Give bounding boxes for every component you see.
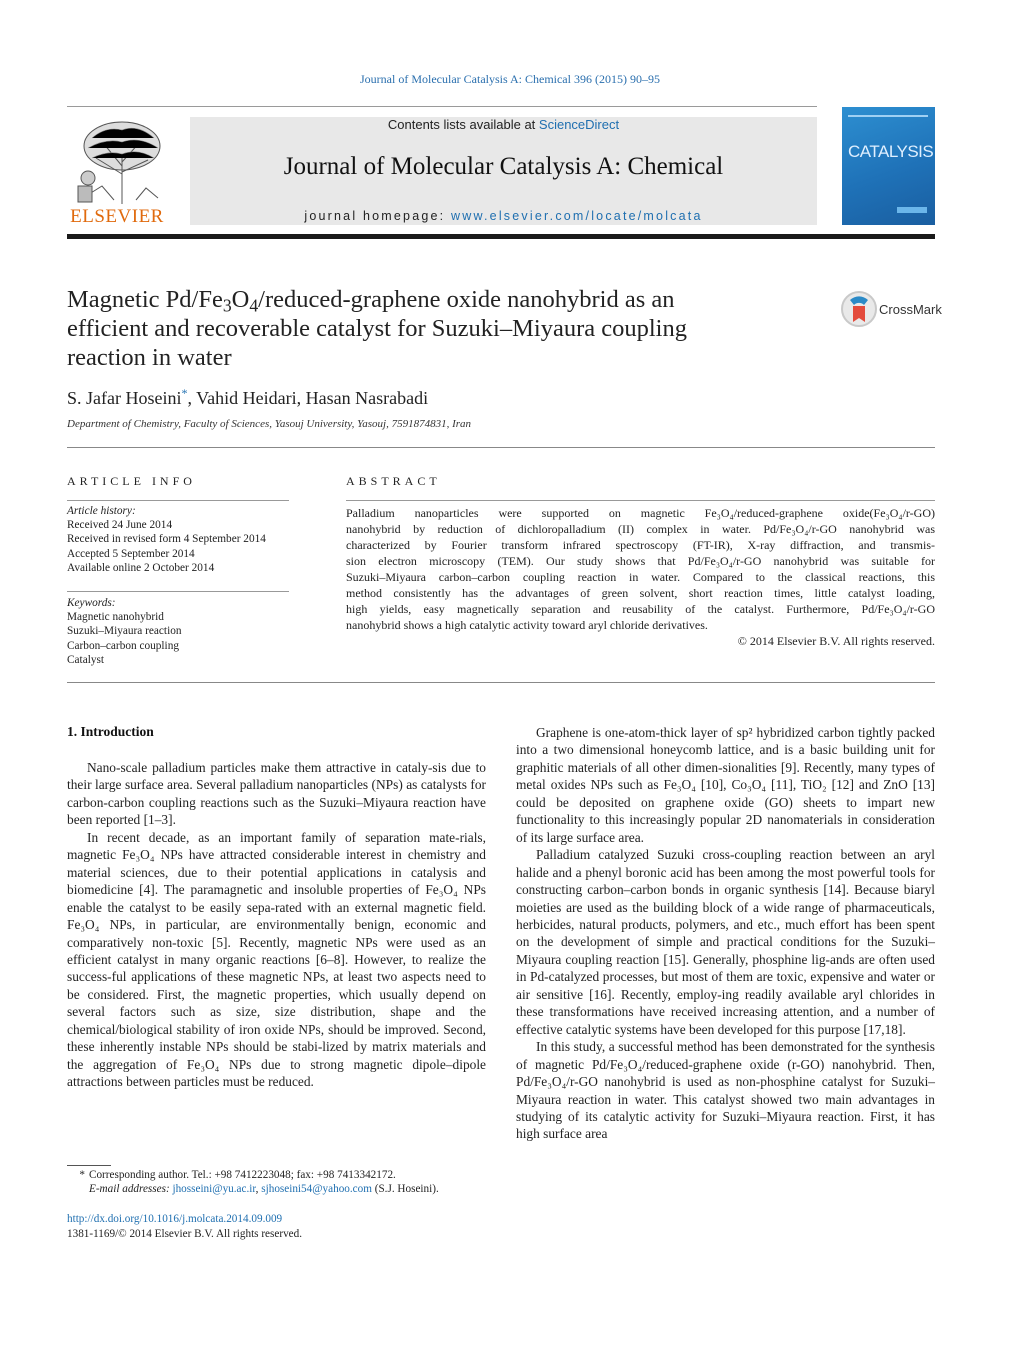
body-right-column bbox=[516, 724, 935, 1143]
header-rule bbox=[67, 234, 935, 239]
affiliation: Department of Chemistry, Faculty of Sciences, Yasouj University, Yasouj, 7591874831, Iran bbox=[67, 418, 472, 430]
title-part: /reduced-graphene oxide nanohybrid as an bbox=[258, 286, 675, 313]
divider bbox=[67, 682, 935, 683]
email-footnote bbox=[89, 1182, 439, 1197]
body-left-column bbox=[67, 759, 486, 1091]
homepage-prefix: journal homepage: bbox=[304, 209, 451, 223]
body-paragraph: Palladium catalyzed Suzuki cross-coupling reaction between an aryl halide and a phenyl boronic acid has been among the most powerful tools for constructing carbon–carbon bonds in organic synthesis [14]. Because biaryl moieties are used as the building block of a wide range of pharmaceuticals, herbicides, natural products, polymers, and etc., much effort has been spent on the development of simple and practical conditions for the Suzuki–Miyaura coupling reaction [15]. Generally, phosphine lig-ands are often used in Pd-catalyzed processes, but most of them are toxic, expensive and water or air sensitive [16]. Recently, employ-ing readily available aryl chlorides in these transformations have received increasing attention, and a number of effective catalytic systems have been developed for this purpose [17,18]. bbox=[516, 847, 935, 1037]
cover-stripe bbox=[848, 115, 928, 117]
history-revised: Received in revised form 4 September 2014 bbox=[67, 533, 266, 546]
journal-reference[interactable]: Journal of Molecular Catalysis A: Chemical 396 (2015) 90–95 bbox=[360, 72, 660, 86]
journal-cover-thumbnail[interactable] bbox=[842, 107, 935, 225]
keyword: Magnetic nanohybrid bbox=[67, 611, 164, 624]
history-accepted: Accepted 5 September 2014 bbox=[67, 547, 195, 560]
crossmark-label[interactable]: CrossMark bbox=[879, 302, 942, 317]
cover-mark bbox=[897, 207, 927, 213]
author-name[interactable]: S. Jafar Hoseini bbox=[67, 388, 182, 408]
title-part: Magnetic Pd/Fe bbox=[67, 286, 223, 313]
sciencedirect-link[interactable]: ScienceDirect bbox=[538, 117, 620, 132]
author-names-rest: , Vahid Heidari, Hasan Nasrabadi bbox=[187, 388, 429, 408]
email-separator: , bbox=[255, 1183, 262, 1195]
keywords bbox=[67, 596, 297, 667]
corresponding-mark[interactable]: * bbox=[181, 386, 188, 400]
body-paragraph: Nano-scale palladium particles make them attractive in cataly-sis due to their large surface area. Several palladium nanoparticles (NPs) as catalysts for carbon-carbon coupling reactions such as the Suzuki–Miyaura reaction have been reported [1–3]. bbox=[67, 760, 486, 828]
abstract-line: nanohybrid by reduction of dichloropalladium (II) complex in water. Pd/Fe₃O₄/r-GO nanohybrid was bbox=[346, 522, 935, 536]
footnote-mark: * bbox=[79, 1169, 85, 1181]
body-paragraph: Graphene is one-atom-thick layer of sp² hybridized carbon tightly packed into a two dimensional honeycomb lattice, and is a basic building unit for graphitic materials of all other dimen-sionalities [9]. Recently, many types of metal oxides NPs such as Fe₃O₄ [10], Co₃O₄ [11], TiO₂ [12] and ZnO [13] could be deposited on graphene oxide (GO) sheets to impart new functionality to this increasingly popular 2D nanomaterials in consideration of its large surface area. bbox=[516, 725, 935, 845]
keyword: Carbon–carbon coupling bbox=[67, 639, 179, 652]
keyword: Catalyst bbox=[67, 653, 105, 666]
history-label: Article history: bbox=[67, 505, 136, 517]
title-line-2: efficient and recoverable catalyst for Suzuki–Miyaura coupling bbox=[67, 315, 687, 342]
abstract-text bbox=[346, 505, 935, 633]
cover-text: CATALYSIS bbox=[848, 142, 934, 161]
title-sub: 3 bbox=[222, 295, 232, 316]
journal-title: Journal of Molecular Catalysis A: Chemical bbox=[283, 153, 724, 180]
corresponding-text: Corresponding author. Tel.: +98 7412223048; fax: +98 7413342172. bbox=[89, 1169, 396, 1181]
divider bbox=[67, 500, 289, 501]
doi-block bbox=[67, 1212, 302, 1241]
title-part: O bbox=[231, 286, 250, 313]
abstract-line: Suzuki–Miyaura carbon–carbon coupling reaction in water. Compared to the classical reactions, this bbox=[346, 570, 935, 584]
abstract-line: method consistently has the advantages of green solvent, short reaction times, little catalyst loading, bbox=[346, 586, 935, 600]
email-link[interactable]: jhosseini@yu.ac.ir bbox=[172, 1183, 256, 1195]
author-list bbox=[67, 386, 428, 409]
doi-link[interactable]: http://dx.doi.org/10.1016/j.molcata.2014.09.009 bbox=[67, 1213, 283, 1225]
contents-prefix: Contents lists available at bbox=[387, 117, 539, 132]
copyright-notice: © 2014 Elsevier B.V. All rights reserved. bbox=[737, 634, 935, 648]
body-paragraph: In this study, a successful method has been demonstrated for the synthesis of magnetic Pd/Fe₃O₄/reduced-graphene oxide (r-GO) nanohybrid. Then, Pd/Fe₃O₄/r-GO nanohybrid is used as non-phosphine catalyst for Suzuki–Miyaura reaction in water. This catalyst showed two main advantages in studying of its catalytic activity for Suzuki–Miyaura reaction. First, it has high surface area bbox=[516, 1039, 935, 1142]
footnote-rule bbox=[67, 1165, 111, 1166]
corresponding-footnote bbox=[67, 1168, 396, 1183]
abstract-line: Palladium nanoparticles were supported on magnetic Fe₃O₄/reduced-graphene oxide(Fe₃O₄/r-GO) bbox=[346, 506, 935, 520]
title-sub: 4 bbox=[249, 295, 259, 316]
issn-line: 1381-1169/© 2014 Elsevier B.V. All rights reserved. bbox=[67, 1227, 303, 1240]
title-line-3: reaction in water bbox=[67, 344, 232, 371]
contents-line bbox=[190, 117, 817, 132]
body-paragraph: In recent decade, as an important family of separation mate-rials, magnetic Fe₃O₄ NPs have attracted considerable interest in chemistry and material sciences, due to their potential applications in catalysis and biomedicine [4]. The paramagnetic and insoluble properties of Fe₃O₄ NPs enable the catalyst to be easily sepa-rated with an external magnetic field. Fe₃O₄ NPs, in particular, are environmentally benign, economic and comparatively non-toxic [5]. Recently, magnetic NPs were used as an efficient catalyst in many organic reactions [6–8]. However, to realize the success-ful applications of these magnetic NPs, at least two aspects need to be considered. First, the magnetic properties, which usually depend on several factors such as size, size distribution, shape and the chemical/biological stability of iron oxide NPs, should be improved. Second, these inherently instable NPs should be stabi-lized by matrix materials and the aggregation of Fe₃O₄ NPs due to strong magnetic dipole–dipole attractions between particles must be reduced. bbox=[67, 829, 486, 1090]
abstract-line: nanohybrid shows a high catalytic activity toward aryl chloride derivatives. bbox=[346, 618, 708, 632]
article-title bbox=[67, 285, 787, 372]
divider bbox=[346, 500, 935, 501]
divider bbox=[67, 591, 289, 592]
article-history bbox=[67, 504, 297, 575]
keywords-label: Keywords: bbox=[67, 597, 116, 609]
divider bbox=[67, 106, 817, 107]
abstract-heading: ABSTRACT bbox=[346, 474, 441, 488]
article-info-heading: ARTICLE INFO bbox=[67, 474, 196, 488]
email-label: E-mail addresses: bbox=[89, 1183, 170, 1195]
abstract-line: characterized by Fourier transform infrared spectroscopy (FT-IR), X-ray diffraction, and transmis- bbox=[346, 538, 935, 552]
abstract-line: high yields, easy magnetically separation and reusability of the catalyst. Furthermore, Pd/Fe₃O₄/r-GO bbox=[346, 602, 935, 616]
keyword: Suzuki–Miyaura reaction bbox=[67, 625, 182, 638]
homepage-line bbox=[190, 209, 817, 223]
email-suffix: (S.J. Hoseini). bbox=[371, 1183, 439, 1195]
homepage-link[interactable]: www.elsevier.com/locate/molcata bbox=[451, 209, 703, 223]
abstract-line: sion electron microscopy (TEM). Our study shows that Pd/Fe₃O₄/r-GO nanohybrid was suitable for bbox=[346, 554, 935, 568]
divider bbox=[67, 447, 935, 448]
crossmark-icon bbox=[840, 290, 880, 330]
history-online: Available online 2 October 2014 bbox=[67, 561, 215, 574]
email-link[interactable]: sjhoseini54@yahoo.com bbox=[261, 1183, 372, 1195]
history-received: Received 24 June 2014 bbox=[67, 519, 173, 532]
elsevier-wordmark: ELSEVIER bbox=[70, 206, 164, 227]
section-heading-introduction: 1. Introduction bbox=[67, 724, 154, 739]
